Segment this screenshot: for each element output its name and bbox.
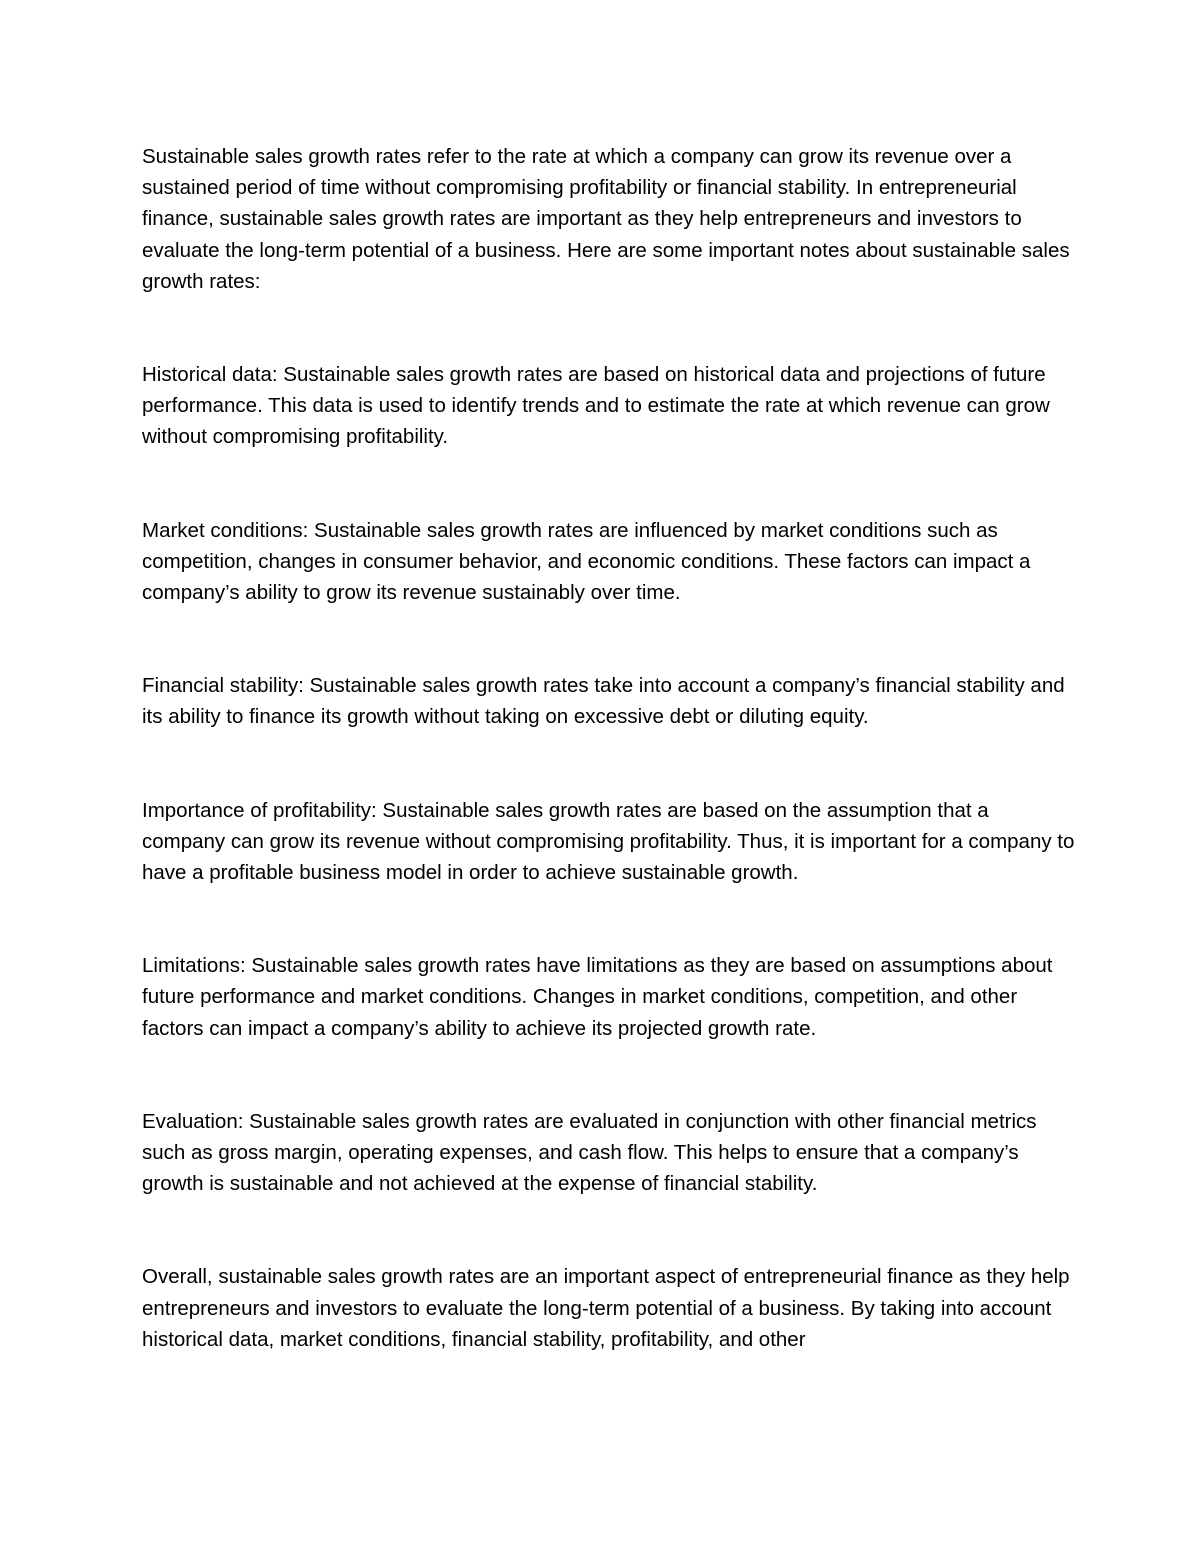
paragraph-historical-data: Historical data: Sustainable sales growth rates are based on historical data and projections of future performance. This data is used to identify trends and to estimate the rate at which revenue can grow without compromising profitability. [142, 363, 1050, 449]
paragraph-importance-of-profitability: Importance of profitability: Sustainable sales growth rates are based on the assumption that a company can grow its revenue without compromising profitability. Thus, it is important for a company to have a profitable business model in order to achieve sustainable growth. [142, 798, 1075, 885]
paragraph-intro: Sustainable sales growth rates refer to the rate at which a company can grow its revenue over a sustained period of time without compromising profitability or financial stability. In entrepreneurial finance, sustainable sales growth rates are important as they help entrepreneurs and investors to evaluate the long-term potential of a business. Here are some important notes about sustainable sales growth rates: [142, 145, 1070, 293]
paragraph-limitations: Limitations: Sustainable sales growth rates have limitations as they are based on assumptions about future performance and market conditions. Changes in market conditions, competition, and other factors can impact a company’s ability to achieve its projected growth rate. [142, 954, 1053, 1040]
paragraph-market-conditions: Market conditions: Sustainable sales growth rates are influenced by market conditions such as competition, changes in consumer behavior, and economic conditions. These factors can impact a company’s ability to grow its revenue sustainably over time. [142, 518, 1031, 605]
paragraph-overall: Overall, sustainable sales growth rates are an important aspect of entrepreneurial finance as they help entrepreneurs and investors to evaluate the long-term potential of a business. By taking into account historical data, market conditions, financial stability, profitability, and other [142, 1265, 1070, 1351]
paragraph-financial-stability: Financial stability: Sustainable sales growth rates take into account a company’s financial stability and its ability to finance its growth without taking on excessive debt or diluting equity. [142, 674, 1065, 729]
paragraph-evaluation: Evaluation: Sustainable sales growth rates are evaluated in conjunction with other financial metrics such as gross margin, operating expenses, and cash flow. This helps to ensure that a company’s growth is sustainable and not achieved at the expense of financial stability. [142, 1109, 1037, 1196]
document-body [142, 141, 1077, 1355]
